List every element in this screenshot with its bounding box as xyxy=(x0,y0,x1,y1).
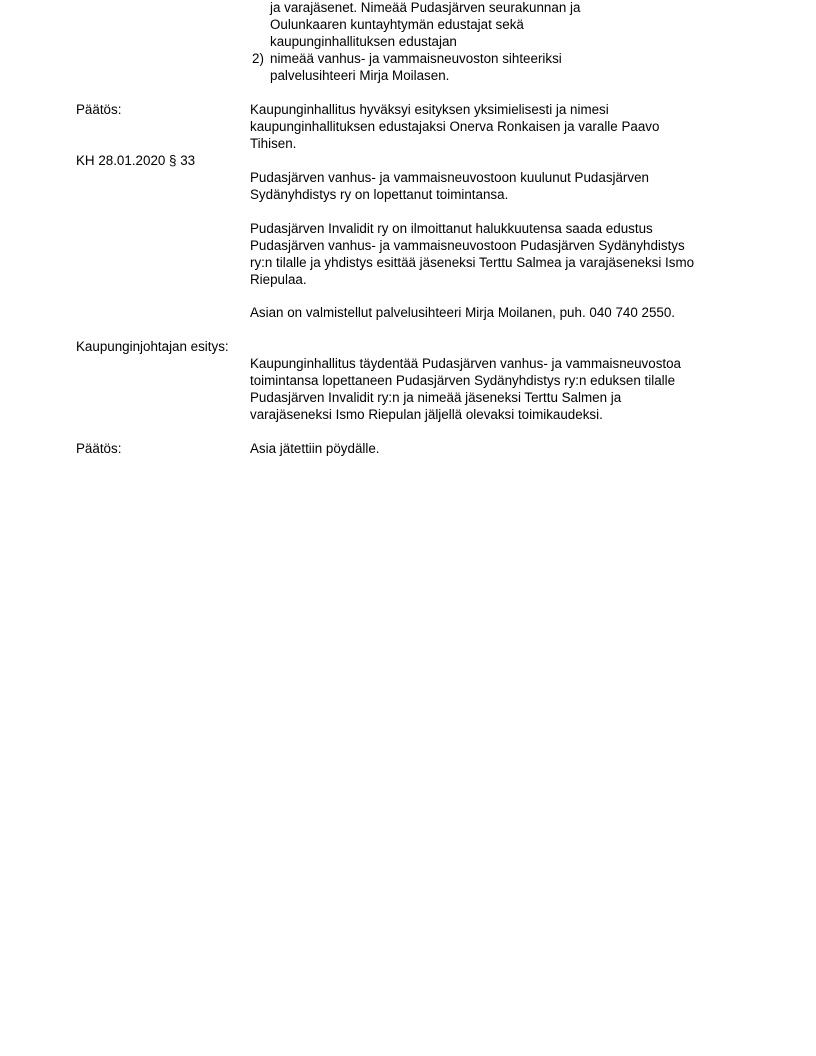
decision-text xyxy=(250,440,750,457)
text-line: ja varajäsenet. Nimeää Pudasjärven seurakunnan ja xyxy=(270,0,581,15)
proposal-text xyxy=(250,355,750,423)
text-line: Pudasjärven vanhus- ja vammaisneuvostoon kuulunut Pudasjärven xyxy=(250,170,649,185)
list-item-1-continuation xyxy=(270,0,580,50)
decision-label: Päätös: xyxy=(76,441,122,456)
text-line: Asian on valmistellut palvelusihteeri Mirja Moilanen, puh. 040 740 2550. xyxy=(250,305,676,320)
paragraph xyxy=(250,304,750,321)
text-line: kaupunginhallituksen edustajan xyxy=(270,34,457,49)
text-line: palvelusihteeri Mirja Moilasen. xyxy=(270,68,450,83)
text-line: Riepulaa. xyxy=(250,272,307,287)
text-line: nimeää vanhus- ja vammaisneuvoston sihteeriksi xyxy=(270,51,562,66)
paragraph xyxy=(250,169,750,203)
text-line: Sydänyhdistys ry on lopettanut toimintansa. xyxy=(250,187,509,202)
proposal-label: Kaupunginjohtajan esitys: xyxy=(76,339,229,354)
list-item-2 xyxy=(270,50,562,84)
paragraph xyxy=(250,220,750,288)
meeting-reference: KH 28.01.2020 § 33 xyxy=(76,153,196,168)
text-line: Asia jätettiin pöydälle. xyxy=(250,441,380,456)
text-line: ry:n tilalle ja yhdistys esittää jäseneksi Terttu Salmea ja varajäseneksi Ismo xyxy=(250,255,695,270)
text-line: Oulunkaaren kuntayhtymän edustajat sekä xyxy=(270,17,524,32)
decision-label: Päätös: xyxy=(76,102,122,117)
text-line: varajäseneksi Ismo Riepulan jäljellä olevaksi toimikaudeksi. xyxy=(250,407,603,422)
text-line: Tihisen. xyxy=(250,136,297,151)
text-line: Pudasjärven Invalidit ry:n ja nimeää jäseneksi Terttu Salmen ja xyxy=(250,390,622,405)
text-line: Pudasjärven Invalidit ry on ilmoittanut halukkuutensa saada edustus xyxy=(250,221,653,236)
list-item-number: 2) xyxy=(252,51,264,66)
decision-text xyxy=(250,101,750,152)
text-line: Kaupunginhallitus täydentää Pudasjärven vanhus- ja vammaisneuvostoa xyxy=(250,356,682,371)
text-line: toimintansa lopettaneen Pudasjärven Sydänyhdistys ry:n eduksen tilalle xyxy=(250,373,676,388)
text-line: Kaupunginhallitus hyväksyi esityksen yksimielisesti ja nimesi xyxy=(250,102,609,117)
text-line: Pudasjärven vanhus- ja vammaisneuvostoon Pudasjärven Sydänyhdistys xyxy=(250,238,685,253)
text-line: kaupunginhallituksen edustajaksi Onerva Ronkaisen ja varalle Paavo xyxy=(250,119,660,134)
